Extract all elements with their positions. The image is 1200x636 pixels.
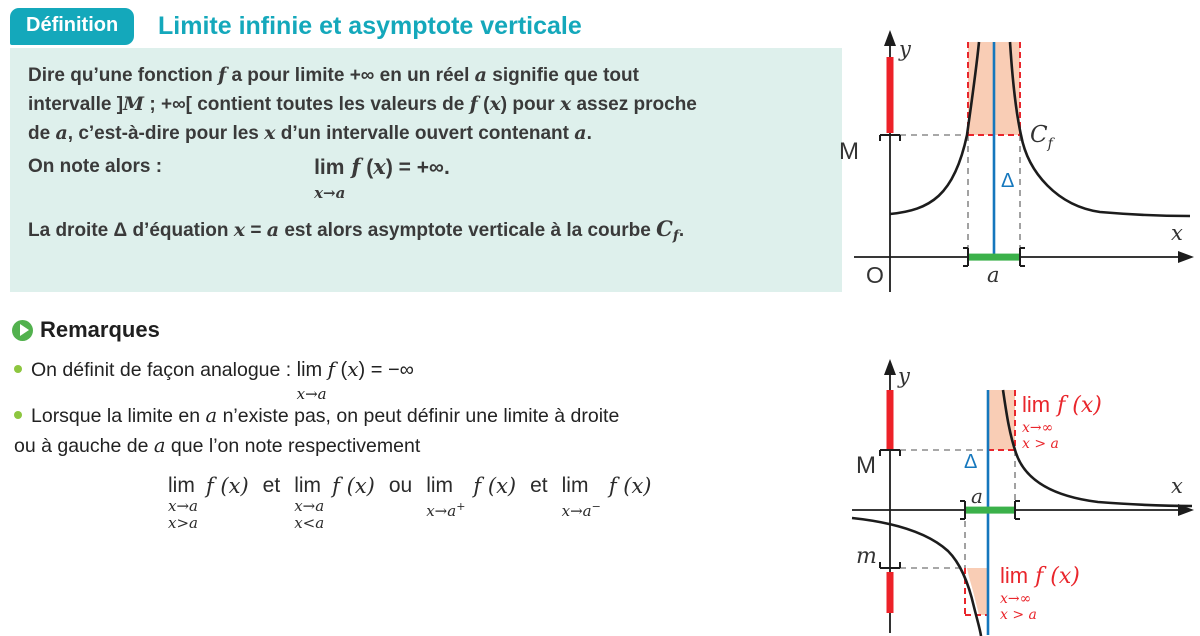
word-et: et <box>530 474 548 497</box>
play-icon <box>12 320 33 341</box>
notation-row <box>28 153 824 202</box>
delta-label: Δ <box>1001 170 1015 192</box>
gray-dashed-guides <box>900 135 1020 257</box>
svg-text:limf (x): lim f (x) <box>1000 563 1080 589</box>
limit-a-plus: lim x→a+ f (x) <box>426 474 517 520</box>
a-label: a <box>987 263 1000 287</box>
word-et: et <box>262 474 281 497</box>
definition-line-2: intervalle ]M ; +∞[ contient toutes les valeurs de f (x) pour x assez proche <box>28 93 697 115</box>
graph-infinite-limit-top <box>830 28 1196 294</box>
limit-a-minus: lim x→a− f (x) <box>561 474 652 520</box>
svg-text:x > a: x > a <box>1000 607 1037 623</box>
curve-left-branch <box>890 42 979 214</box>
definition-box <box>10 48 842 292</box>
y-axis-arrow-icon <box>884 359 896 375</box>
y-axis-arrow-icon <box>884 30 896 46</box>
y-axis-label: y <box>899 37 911 61</box>
remarks-list <box>14 354 814 461</box>
asymptote-statement: La droite Δ d’équation x = a est alors asymptote verticale à la courbe $C_f$. <box>28 216 685 244</box>
x-axis-label: x <box>1171 221 1183 245</box>
x-axis-label: x <box>1171 474 1183 498</box>
curve-left-branch <box>852 518 981 636</box>
x-axis-arrow-icon <box>1178 251 1194 263</box>
bullet-icon <box>14 411 22 419</box>
remark-item-1: On définit de façon analogue : lim x→a f (x) = −∞ <box>14 354 814 385</box>
svg-text:x→∞: x→∞ <box>1000 591 1032 607</box>
one-sided-limits-row <box>168 474 652 532</box>
remarks-title: Remarques <box>40 317 160 342</box>
a-label: a <box>971 484 983 508</box>
limit-notation-formula: lim x→a f (x) = +∞. <box>314 154 450 202</box>
note-label: On note alors : <box>28 156 163 177</box>
definition-line-1: Dire qu’une fonction f a pour limite +∞ en un réel a signifie que tout <box>28 64 639 86</box>
y-axis-label: y <box>898 364 910 388</box>
svg-text:limf (x): lim f (x) <box>1022 392 1102 418</box>
salmon-region-upper <box>988 390 1015 450</box>
definition-badge: Définition <box>10 8 134 45</box>
limit-left-of-a: lim x→a x<a f (x) <box>294 474 375 532</box>
green-interval-segment <box>968 254 1020 261</box>
m-lower-label: m <box>856 544 877 569</box>
svg-text:x > a: x > a <box>1022 436 1059 452</box>
remark-item-2: Lorsque la limite en a n’existe pas, on peut définir une limite à droite ou à gauche de a que l’on note respectivement <box>14 404 620 457</box>
m-upper-label: M <box>856 452 876 479</box>
red-interval-bar <box>887 57 894 133</box>
origin-label: O <box>866 262 884 288</box>
definition-line-3: de a, c’est-à-dire pour les x d’un intervalle ouvert contenant a. <box>28 122 592 144</box>
m-upper-label: M <box>839 138 859 165</box>
bullet-icon <box>14 365 22 373</box>
svg-text:x→∞: x→∞ <box>1022 420 1054 436</box>
word-ou: ou <box>388 474 413 497</box>
page-title: Limite infinie et asymptote verticale <box>158 12 582 40</box>
curve-name-label: Cf <box>1030 122 1053 152</box>
red-interval-bar-lower <box>887 572 894 613</box>
limit-right-of-a: lim x→a x>a f (x) <box>168 474 249 532</box>
remarks-header <box>12 317 160 343</box>
limit-label-top-right <box>1022 392 1102 452</box>
graph-one-sided-limits-bottom <box>830 355 1200 636</box>
delta-label: Δ <box>964 451 978 473</box>
limit-label-bottom-right <box>1000 563 1080 623</box>
red-interval-bar-upper <box>887 390 894 450</box>
